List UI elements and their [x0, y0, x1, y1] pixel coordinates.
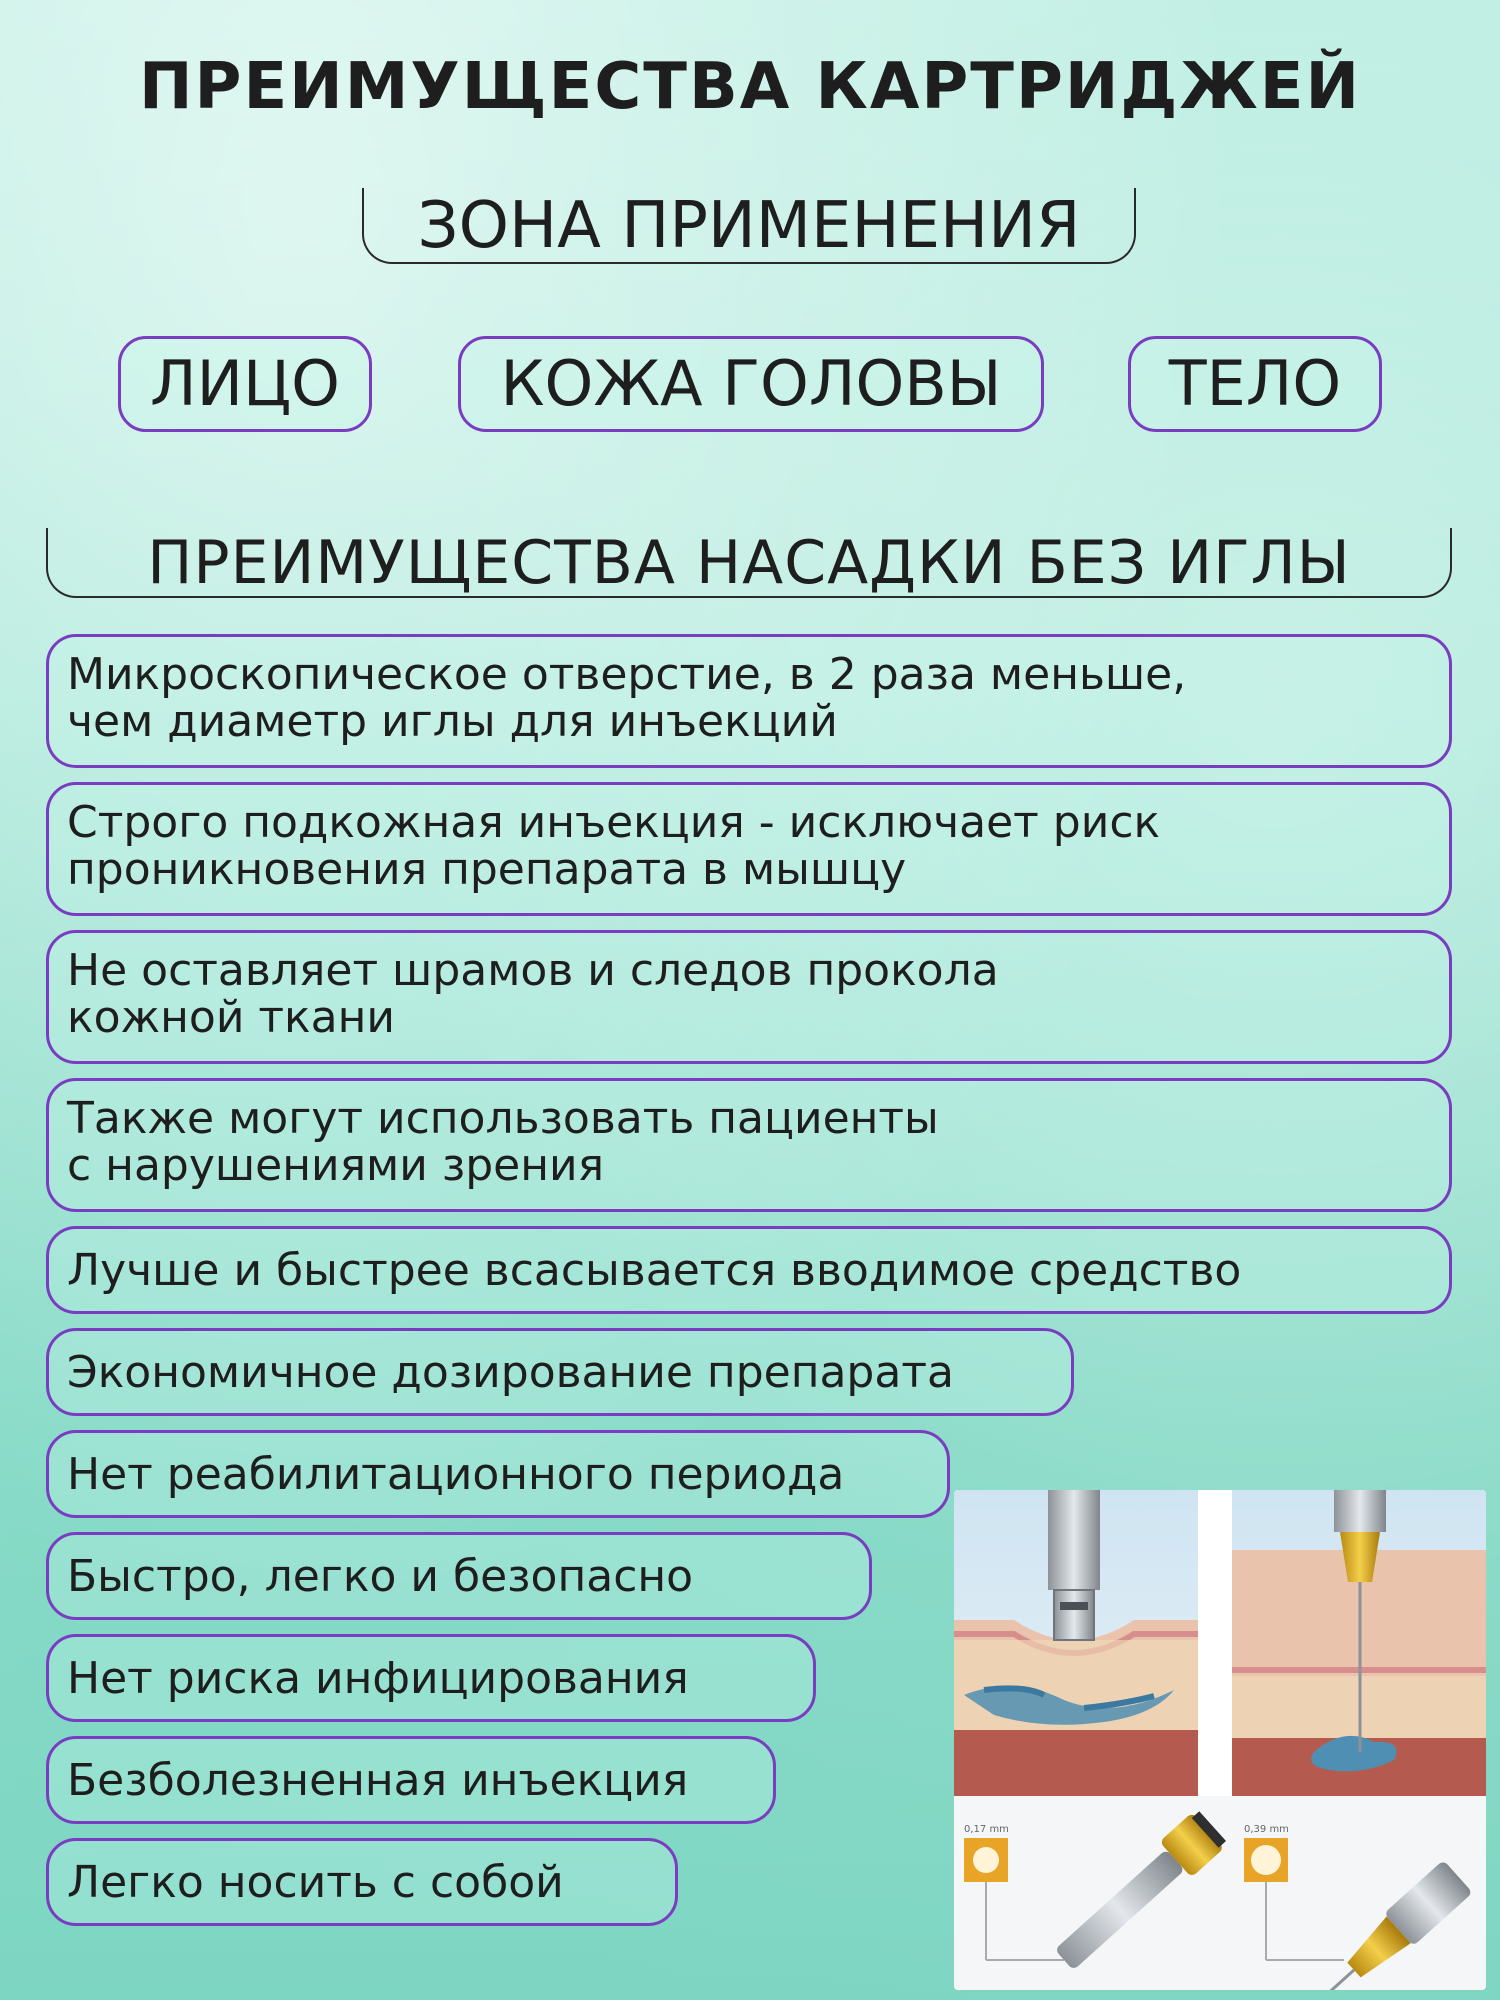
- advantage-text: чем диаметр иглы для инъекций: [67, 696, 838, 747]
- right-size-label: 0,39 mm: [1244, 1824, 1289, 1835]
- zone-heading: ЗОНА ПРИМЕНЕНИЯ: [362, 188, 1136, 264]
- advantage-item: [46, 634, 1452, 768]
- injection-diagram: [954, 1490, 1486, 1990]
- advantage-item: [46, 930, 1452, 1064]
- advantage-text: Также могут использовать пациенты: [67, 1093, 939, 1144]
- zone-pill-face: ЛИЦО: [118, 336, 372, 432]
- advantage-item: [46, 1328, 1074, 1416]
- page-title: ПРЕИМУЩЕСТВА КАРТРИДЖЕЙ: [138, 50, 1362, 124]
- advantage-text: с нарушениями зрения: [67, 1140, 605, 1191]
- cartridge-closeups: [954, 1796, 1486, 1990]
- advantage-text: Быстро, легко и безопасно: [67, 1551, 694, 1602]
- advantage-item: [46, 1532, 872, 1620]
- zone-pill-body: ТЕЛО: [1128, 336, 1382, 432]
- zone-pill-scalp: КОЖА ГОЛОВЫ: [458, 336, 1044, 432]
- advantage-text: проникновения препарата в мышцу: [67, 844, 907, 895]
- advantage-item: [46, 1838, 678, 1926]
- advantage-item: [46, 1736, 776, 1824]
- advantage-item: [46, 1634, 816, 1722]
- advantage-text: Микроскопическое отверстие, в 2 раза меньше,: [67, 649, 1187, 700]
- advantage-item: [46, 782, 1452, 916]
- advantage-text: Экономичное дозирование препарата: [67, 1347, 954, 1398]
- advantage-text: Нет реабилитационного периода: [67, 1449, 845, 1500]
- advantage-text: Безболезненная инъекция: [67, 1755, 689, 1806]
- advantage-item: [46, 1078, 1452, 1212]
- needle-panel: [1232, 1490, 1486, 1796]
- advantage-item: [46, 1430, 950, 1518]
- advantages-heading: ПРЕИМУЩЕСТВА НАСАДКИ БЕЗ ИГЛЫ: [46, 528, 1452, 598]
- needle-free-panel: [954, 1490, 1198, 1796]
- injection-comparison-illustration: [954, 1490, 1486, 1990]
- advantage-text: Легко носить с собой: [67, 1857, 564, 1908]
- left-size-label: 0,17 mm: [964, 1824, 1009, 1835]
- advantage-text: Лучше и быстрее всасывается вводимое средство: [67, 1245, 1242, 1296]
- advantage-text: Не оставляет шрамов и следов прокола: [67, 945, 999, 996]
- advantage-text: Строго подкожная инъекция - исключает риск: [67, 797, 1161, 848]
- advantage-item: [46, 1226, 1452, 1314]
- advantage-text: кожной ткани: [67, 992, 395, 1043]
- advantage-text: Нет риска инфицирования: [67, 1653, 689, 1704]
